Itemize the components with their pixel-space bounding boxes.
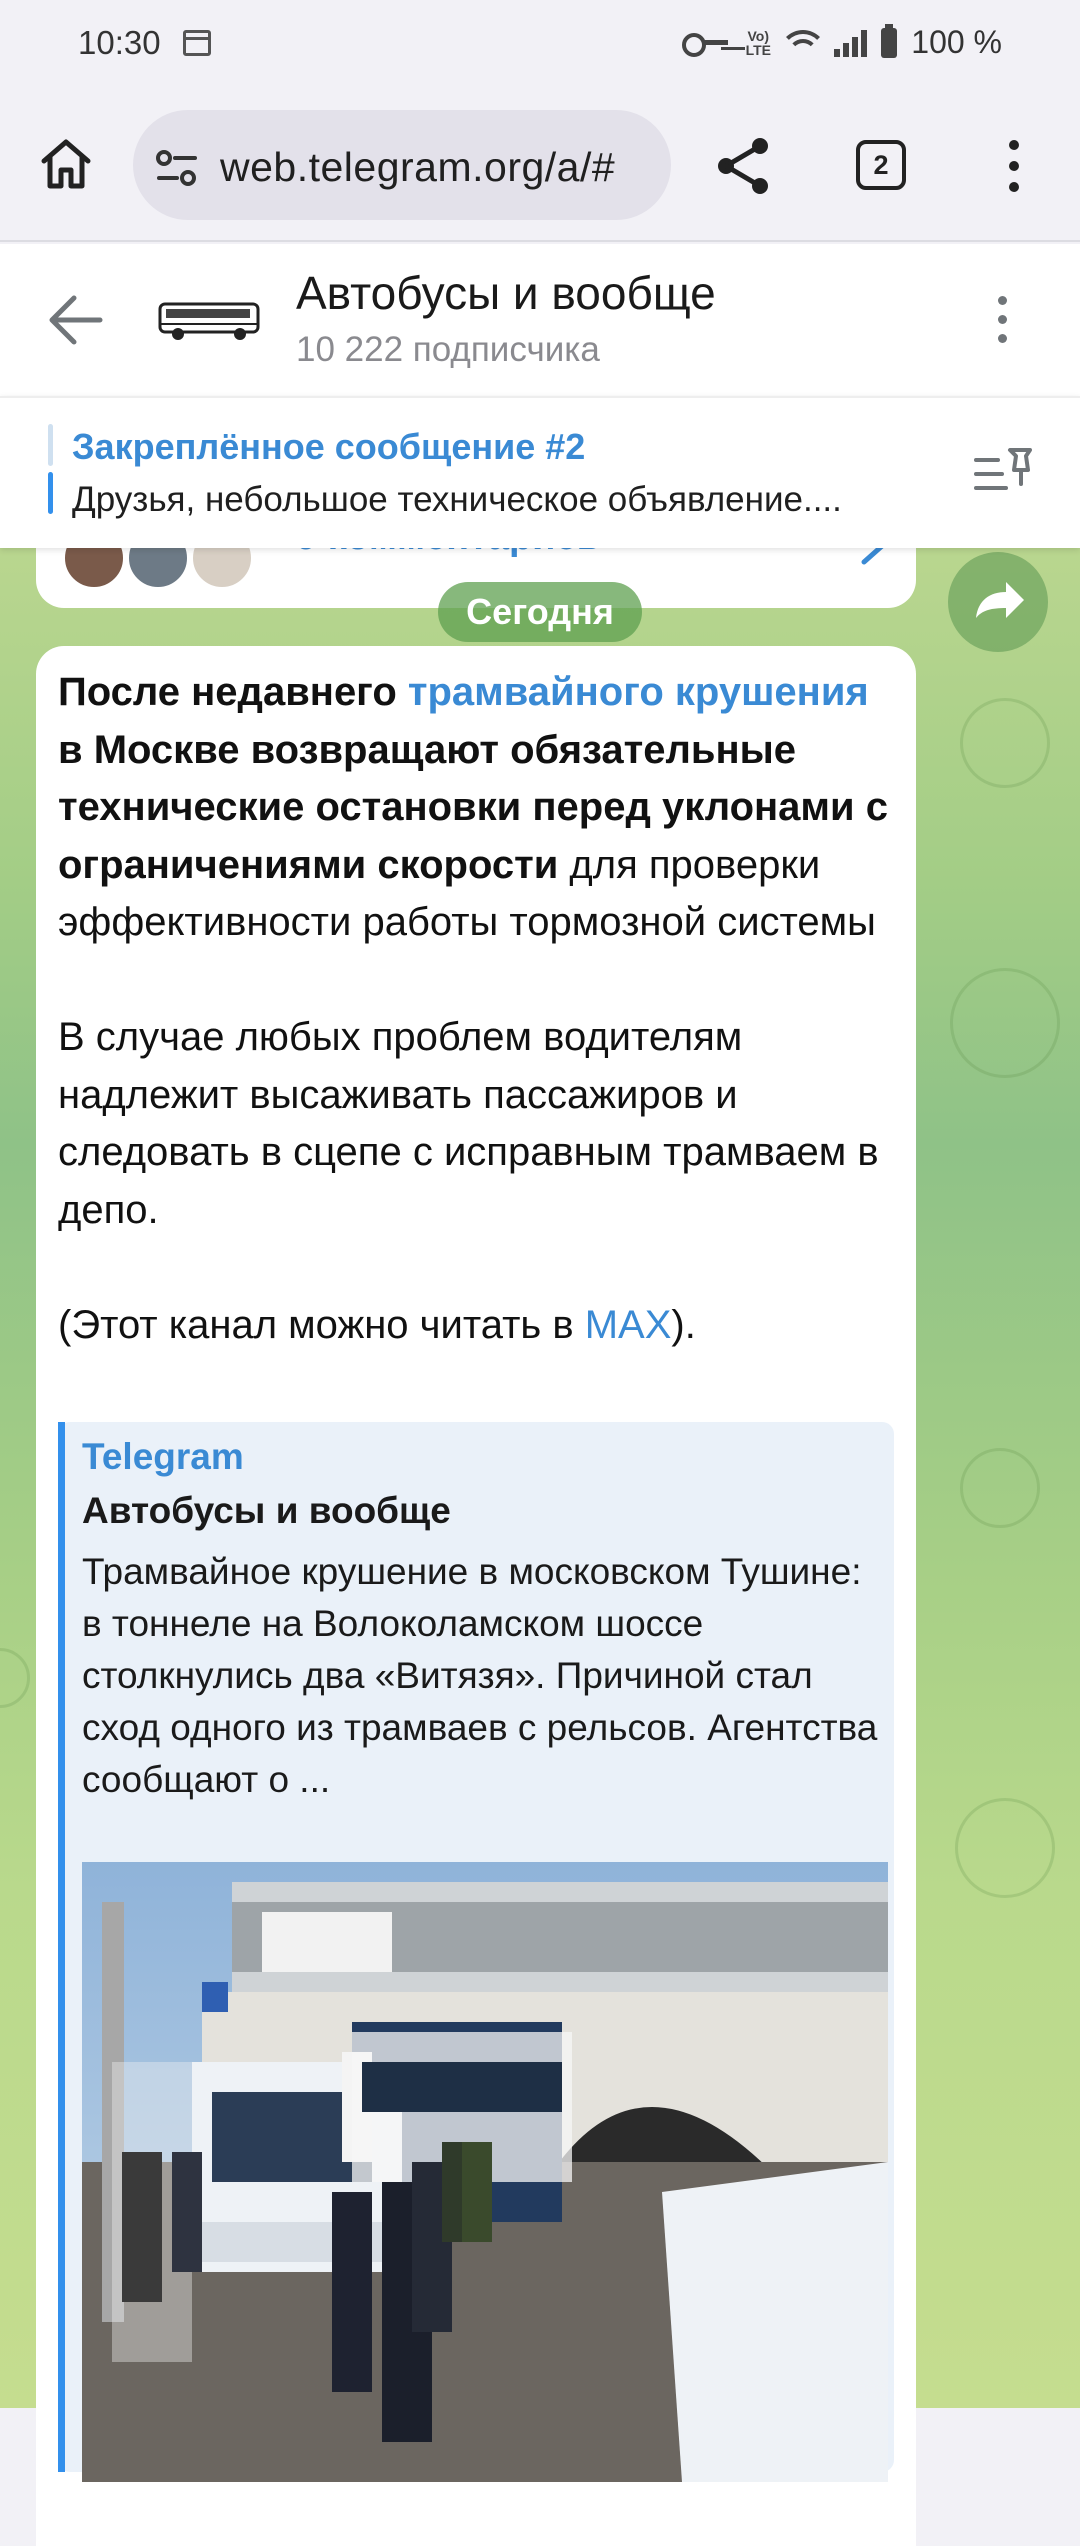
background-doodle xyxy=(955,1798,1055,1898)
message-paragraph-1 xyxy=(58,664,898,952)
background-doodle xyxy=(960,1448,1040,1528)
battery-icon xyxy=(881,28,897,58)
link-preview-title: Автобусы и вообще xyxy=(82,1490,451,1531)
chat-menu-icon[interactable] xyxy=(992,296,1012,348)
link-preview-description: Трамвайное крушение в московском Тушине: в тоннеле на Волоколамском шоссе столкнулись два «Витязя». Причиной стал сход одного из трамваев с рельсов. Агентства сообщают о ... xyxy=(82,1551,878,1800)
wifi-icon xyxy=(786,30,820,56)
url-text[interactable]: web.telegram.org/a/# xyxy=(220,144,616,190)
message-text xyxy=(58,664,898,1354)
link-preview-photo[interactable] xyxy=(82,1862,888,2482)
message-regular: для проверки эффективности работы тормозной системы xyxy=(58,842,876,944)
message-bold-main: в Москве возвращают обязательные технические остановки перед уклонами с ограничениями скорости xyxy=(58,727,888,887)
volte-icon: Vo) LTE xyxy=(745,27,771,58)
calendar-icon xyxy=(183,30,211,56)
share-icon[interactable] xyxy=(712,134,776,198)
message-max-prefix: (Этот канал можно читать в xyxy=(58,1302,585,1347)
browser-toolbar xyxy=(0,90,1080,242)
tab-switcher-button[interactable]: 2 xyxy=(856,140,906,190)
pinned-text: Друзья, небольшое техническое объявление.... xyxy=(72,480,842,519)
message-paragraph-3 xyxy=(58,1297,898,1355)
message-max-suffix: ). xyxy=(671,1302,696,1347)
pinned-list-icon[interactable] xyxy=(972,444,1036,500)
message-paragraph-2: В случае любых проблем водителям надлежит высаживать пассажиров и следовать в сцепе с исправным трамваем в депо. xyxy=(58,1015,879,1232)
vpn-key-icon xyxy=(682,31,730,55)
link-preview[interactable] xyxy=(58,1422,894,2472)
message-link-max[interactable]: MAX xyxy=(584,1302,672,1347)
url-bar[interactable] xyxy=(133,110,671,220)
date-separator: Сегодня xyxy=(438,582,642,642)
chat-header xyxy=(0,244,1080,396)
status-time: 10:30 xyxy=(78,24,161,61)
chat-area[interactable] xyxy=(0,548,1080,2408)
background-doodle xyxy=(960,698,1050,788)
link-preview-site: Telegram xyxy=(82,1436,244,1477)
background-doodle xyxy=(0,1648,30,1708)
status-bar xyxy=(0,0,1080,90)
forward-icon[interactable] xyxy=(948,552,1048,652)
link-preview-accent xyxy=(58,1422,65,2472)
home-icon[interactable] xyxy=(36,134,96,194)
subscriber-count: 10 222 подписчика xyxy=(296,330,600,369)
browser-menu-icon[interactable] xyxy=(1004,140,1024,192)
background-doodle xyxy=(950,968,1060,1078)
channel-title[interactable]: Автобусы и вообще xyxy=(296,267,716,319)
pinned-indicator xyxy=(48,424,54,520)
message-link-crash[interactable]: трамвайного крушения xyxy=(407,670,869,714)
pinned-title: Закреплённое сообщение #2 xyxy=(72,426,586,467)
back-arrow-icon[interactable] xyxy=(46,292,106,348)
battery-level: 100 % xyxy=(911,24,1002,60)
channel-avatar-bus-icon[interactable] xyxy=(154,296,264,342)
message-bubble[interactable] xyxy=(36,646,916,2546)
site-settings-icon[interactable] xyxy=(155,146,199,190)
signal-icon xyxy=(834,29,867,57)
pinned-message-bar[interactable] xyxy=(0,396,1080,548)
message-bold-lead: После недавнего xyxy=(58,670,408,714)
status-icons xyxy=(682,24,1002,61)
